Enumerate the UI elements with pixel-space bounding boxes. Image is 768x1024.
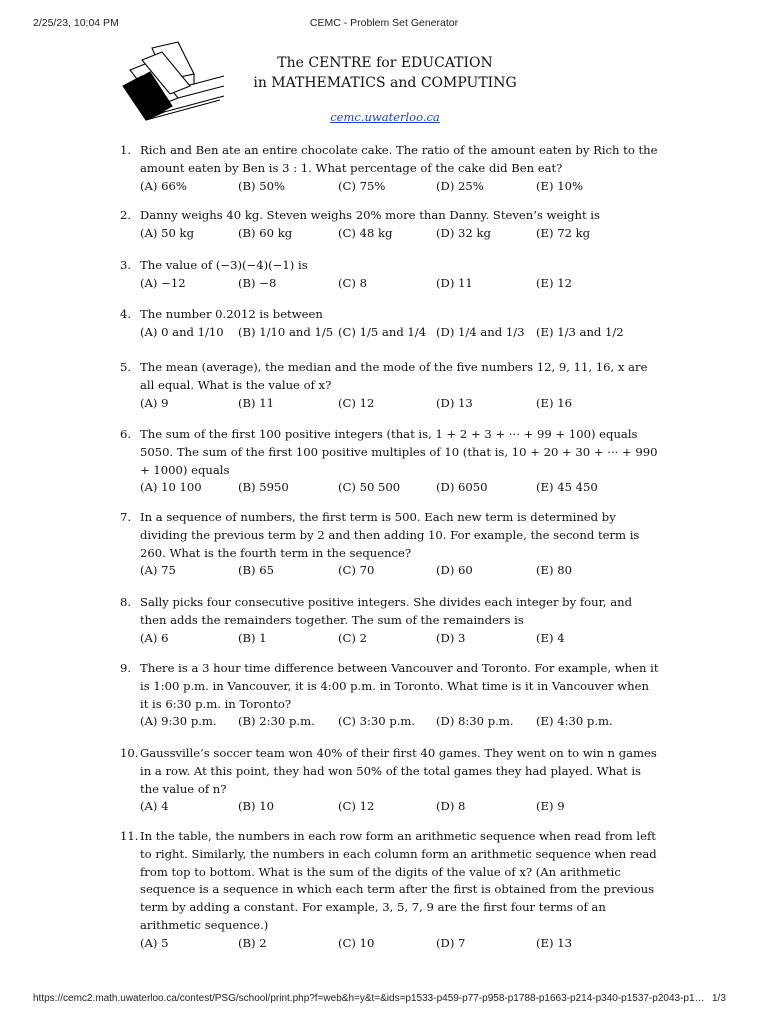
option-a: (A) 6: [140, 630, 169, 645]
option-d: (D) 32 kg: [436, 225, 491, 240]
question-number: 2.: [120, 208, 132, 222]
option-e: (E) 10%: [536, 178, 583, 193]
option-b: (B) 1/10 and 1/5: [238, 324, 334, 339]
question-number: 5.: [120, 360, 132, 374]
option-b: (B) 50%: [238, 178, 286, 193]
option-e: (E) 72 kg: [536, 225, 591, 240]
option-b: (B) 5950: [238, 480, 289, 495]
option-e: (E) 1/3 and 1/2: [536, 324, 624, 339]
print-page-title: CEMC - Problem Set Generator: [309, 17, 459, 29]
question-number: 6.: [120, 427, 132, 441]
option-c: (C) 3:30 p.m.: [338, 714, 416, 729]
cemc-title: [230, 53, 540, 93]
answer-options: [140, 935, 660, 953]
option-a: (A) 66%: [140, 178, 187, 193]
question-number: 10.: [120, 746, 139, 760]
option-d: (D) 60: [436, 563, 473, 578]
option-d: (D) 3: [436, 630, 466, 645]
question-number: 4.: [120, 307, 132, 321]
option-c: (C) 1/5 and 1/4: [338, 324, 427, 339]
option-a: (A) 4: [140, 799, 169, 814]
question-number: 11.: [120, 829, 139, 843]
question-text: The number 0.2012 is between: [140, 307, 323, 321]
answer-options: [140, 178, 660, 196]
question-number: 8.: [120, 595, 132, 609]
option-a: (A) 5: [140, 935, 169, 950]
question-4: [120, 306, 660, 342]
cemc-logo: [120, 40, 230, 125]
print-date: 2/25/23, 10:04 PM: [33, 17, 119, 29]
answer-options: [140, 225, 660, 243]
option-c: (C) 75%: [338, 178, 386, 193]
option-b: (B) 60 kg: [238, 225, 293, 240]
question-2: [120, 207, 660, 243]
option-e: (E) 80: [536, 563, 572, 578]
option-d: (D) 25%: [436, 178, 484, 193]
print-url: https://cemc2.math.uwaterloo.ca/contest/PSG/school/print.php?f=web&h=y&t=&ids=p1533-p459-p77-p958-p1788-p1663-p214-p340-p1537-p2043-p1…: [33, 993, 705, 1004]
answer-options: [140, 479, 660, 497]
question-text: There is a 3 hour time difference between Vancouver and Toronto. For example, when it is 1:00 p.m. in Vancouver, it is 4:00 p.m. in Toronto. What time is it in Vancouver when it is 6:30 p.m. in Toronto?: [140, 661, 659, 711]
answer-options: [140, 562, 660, 580]
option-b: (B) 2: [238, 935, 267, 950]
question-11: [120, 828, 660, 953]
question-9: [120, 660, 660, 731]
option-d: (D) 7: [436, 935, 466, 950]
question-number: 7.: [120, 510, 132, 524]
question-6: [120, 426, 660, 497]
cemc-website-link[interactable]: cemc.uwaterloo.ca: [330, 110, 440, 124]
question-1: [120, 142, 660, 195]
answer-options: [140, 324, 660, 342]
question-text: Sally picks four consecutive positive integers. She divides each integer by four, and then adds the remainders together. The sum of the remainders is: [140, 595, 633, 627]
option-d: (D) 13: [436, 395, 473, 410]
option-e: (E) 9: [536, 799, 565, 814]
option-a: (A) 0 and 1/10: [140, 324, 224, 339]
option-c: (C) 8: [338, 275, 367, 290]
print-page-number: 1/3: [712, 993, 726, 1004]
option-d: (D) 6050: [436, 480, 488, 495]
option-b: (B) 10: [238, 799, 275, 814]
question-10: [120, 745, 660, 816]
question-3: [120, 257, 660, 293]
question-number: 1.: [120, 143, 132, 157]
cemc-title-line1: The CENTRE for EDUCATION: [277, 55, 493, 71]
option-b: (B) 1: [238, 630, 267, 645]
option-c: (C) 50 500: [338, 480, 401, 495]
option-d: (D) 8:30 p.m.: [436, 714, 514, 729]
question-number: 3.: [120, 258, 132, 272]
question-8: [120, 594, 660, 647]
question-7: [120, 509, 660, 580]
question-text: Danny weighs 40 kg. Steven weighs 20% more than Danny. Steven’s weight is: [140, 208, 600, 222]
option-c: (C) 12: [338, 799, 375, 814]
option-b: (B) 2:30 p.m.: [238, 714, 315, 729]
option-e: (E) 13: [536, 935, 572, 950]
answer-options: [140, 275, 660, 293]
option-d: (D) 8: [436, 799, 466, 814]
option-a: (A) −12: [140, 275, 186, 290]
answer-options: [140, 798, 660, 816]
option-c: (C) 2: [338, 630, 367, 645]
option-b: (B) −8: [238, 275, 277, 290]
option-c: (C) 10: [338, 935, 375, 950]
question-text: Rich and Ben ate an entire chocolate cake. The ratio of the amount eaten by Rich to the amount eaten by Ben is 3 : 1. What percentage of the cake did Ben eat?: [140, 143, 658, 175]
answer-options: [140, 395, 660, 413]
option-c: (C) 48 kg: [338, 225, 393, 240]
question-text: The mean (average), the median and the mode of the five numbers 12, 9, 11, 16, x are all equal. What is the value of x?: [140, 360, 648, 392]
question-text: In the table, the numbers in each row form an arithmetic sequence when read from left to right. Similarly, the numbers in each column form an arithmetic sequence when read from top to bottom. What is the sum of the digits of the value of x? (An arithmetic sequence is a sequence in which each term after the first is obtained from the previous term by adding a constant. For example, 3, 5, 7, 9 are the first four terms of an arithmetic sequence.): [140, 829, 657, 932]
option-e: (E) 4:30 p.m.: [536, 714, 613, 729]
option-a: (A) 10 100: [140, 480, 202, 495]
option-d: (D) 11: [436, 275, 473, 290]
option-c: (C) 70: [338, 563, 375, 578]
option-e: (E) 45 450: [536, 480, 598, 495]
option-d: (D) 1/4 and 1/3: [436, 324, 525, 339]
option-c: (C) 12: [338, 395, 375, 410]
option-a: (A) 50 kg: [140, 225, 194, 240]
question-text: The value of (−3)(−4)(−1) is: [140, 258, 308, 272]
question-text: The sum of the first 100 positive integers (that is, 1 + 2 + 3 + ··· + 99 + 100) equals 5050. The sum of the first 100 positive multiples of 10 (that is, 10 + 20 + 30 + ··· + 990 + 1000) equals: [140, 427, 658, 477]
option-a: (A) 9:30 p.m.: [140, 714, 217, 729]
question-text: In a sequence of numbers, the first term is 500. Each new term is determined by dividing the previous term by 2 and then adding 10. For example, the second term is 260. What is the fourth term in the sequence?: [140, 510, 640, 560]
option-e: (E) 12: [536, 275, 572, 290]
question-5: [120, 359, 660, 412]
option-b: (B) 11: [238, 395, 275, 410]
answer-options: [140, 713, 660, 731]
question-number: 9.: [120, 661, 132, 675]
option-a: (A) 9: [140, 395, 169, 410]
cemc-title-line2: in MATHEMATICS and COMPUTING: [253, 75, 517, 91]
option-e: (E) 4: [536, 630, 565, 645]
option-b: (B) 65: [238, 563, 275, 578]
question-text: Gaussville’s soccer team won 40% of their first 40 games. They went on to win n games in a row. At this point, they had won 50% of the total games they had played. What is the value of n?: [140, 746, 657, 796]
option-a: (A) 75: [140, 563, 176, 578]
option-e: (E) 16: [536, 395, 572, 410]
answer-options: [140, 630, 660, 648]
